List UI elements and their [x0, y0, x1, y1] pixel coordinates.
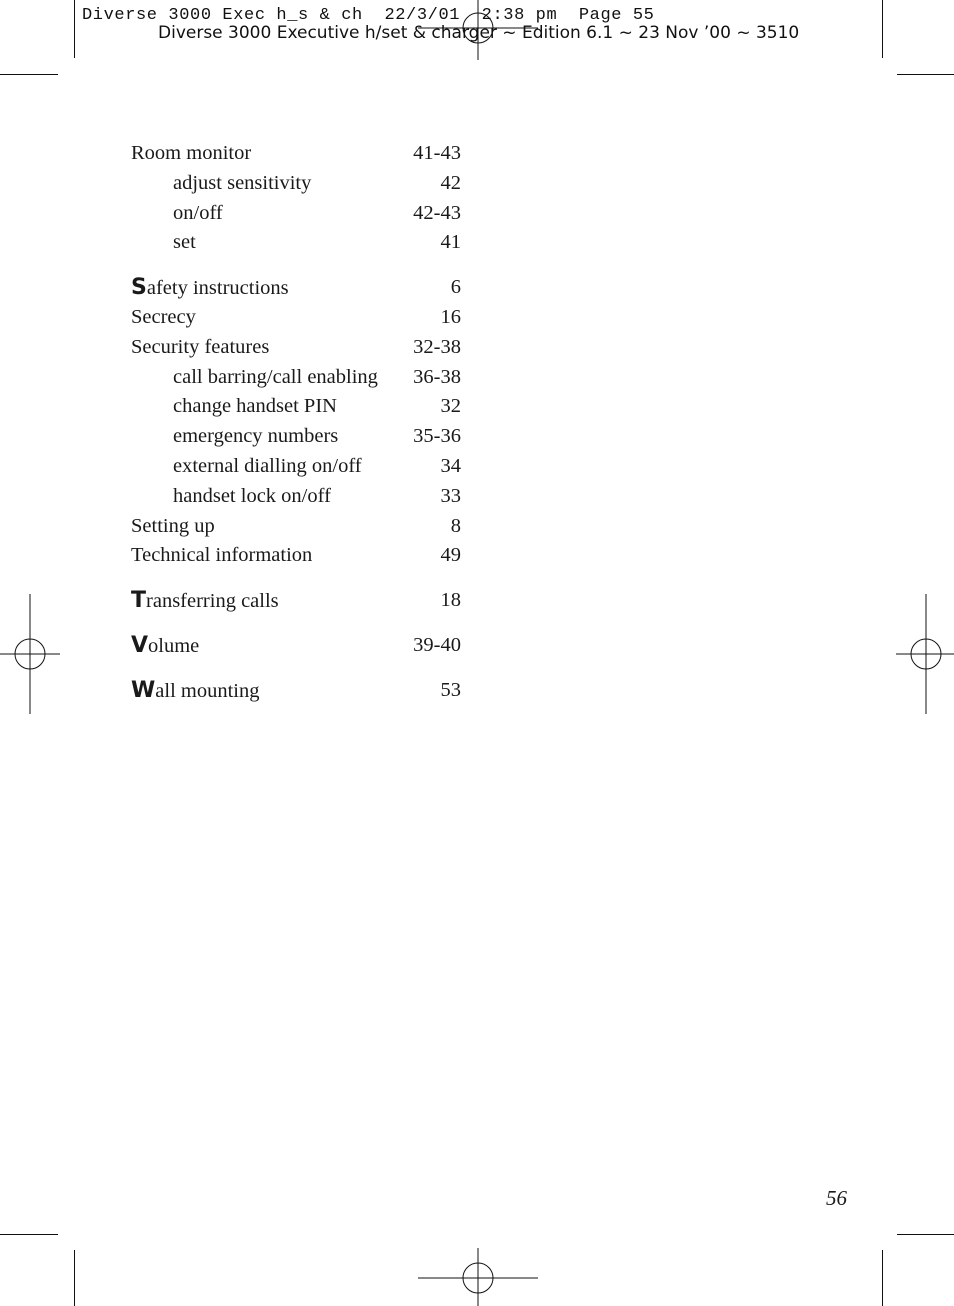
index-term-text: Security features — [131, 335, 270, 358]
index-term-text: handset lock on/off — [173, 484, 331, 507]
index-term-text: set — [173, 231, 196, 254]
index-subentry — [131, 199, 461, 229]
index-page-ref: 18 — [440, 589, 461, 612]
index-page-ref: 32 — [440, 395, 461, 418]
index-term-text: Secrecy — [131, 305, 196, 328]
index-term — [173, 199, 223, 229]
index-term-text: change handset PIN — [173, 395, 337, 418]
index-group-gap — [131, 571, 461, 586]
index-entry — [131, 512, 461, 542]
index-letter-initial: V — [131, 632, 149, 658]
index-group-gap — [131, 258, 461, 273]
index-term — [131, 586, 279, 617]
index-page-ref: 16 — [440, 305, 461, 328]
index-term-text: emergency numbers — [173, 425, 339, 448]
index-page-ref: 35-36 — [413, 425, 461, 448]
index-entry — [131, 273, 461, 303]
index-term-text: ransferring calls — [146, 590, 279, 613]
index-subentry — [131, 169, 461, 199]
index-page-ref: 6 — [450, 276, 461, 299]
index-page-ref: 39-40 — [413, 633, 461, 656]
index-page-ref: 42 — [440, 171, 461, 194]
index-term — [131, 512, 215, 542]
index-term — [131, 676, 259, 707]
index-page-ref: 34 — [440, 454, 461, 477]
index-entry — [131, 676, 461, 706]
page-number: 56 — [826, 1186, 847, 1210]
index-term-text: Setting up — [131, 514, 215, 537]
index-term — [173, 392, 337, 422]
index-group-gap — [131, 661, 461, 676]
index-term — [131, 631, 199, 662]
index-term-text: external dialling on/off — [173, 454, 362, 477]
index-entry — [131, 303, 461, 333]
index-term-text: Room monitor — [131, 142, 252, 164]
registration-mark-top-icon — [418, 0, 538, 60]
printer-slug-line-2: Diverse 3000 Executive h/set & charger ~ Edition 6.1 ~ 23 Nov ’00 ~ 3510 — [158, 23, 800, 43]
printer-slug-line-1: Diverse 3000 Exec h_s & ch 22/3/01 2:38 pm Page 55 — [82, 6, 655, 25]
index-term-text: Technical information — [131, 544, 313, 567]
index-page-ref: 41 — [440, 231, 461, 254]
index-term-text: afety instructions — [146, 277, 289, 300]
index-term — [131, 541, 312, 571]
index-term — [173, 363, 378, 393]
index-subentry — [131, 452, 461, 482]
index-page-ref: 33 — [440, 484, 461, 507]
index-term — [173, 452, 362, 482]
index-entry — [131, 631, 461, 661]
index-term-text: adjust sensitivity — [173, 171, 312, 194]
index-page-ref: 32-38 — [413, 335, 461, 358]
index-page-ref: 41-43 — [413, 142, 461, 164]
index-subentry — [131, 392, 461, 422]
index-term — [131, 273, 289, 304]
index-entry — [131, 139, 461, 169]
registration-mark-right-icon — [896, 594, 954, 714]
registration-mark-left-icon — [0, 594, 60, 714]
index-term-text: on/off — [173, 201, 223, 224]
index-letter-initial: S — [131, 275, 147, 301]
index-term — [173, 422, 338, 452]
index-page-ref: 36-38 — [413, 365, 461, 388]
index-page-ref: 8 — [450, 514, 461, 537]
index-page-ref: 49 — [440, 544, 461, 567]
index-entry — [131, 541, 461, 571]
index-term — [173, 228, 196, 258]
index-subentry — [131, 422, 461, 452]
index-group-gap — [131, 616, 461, 631]
index-subentry — [131, 482, 461, 512]
index-term-text: all mounting — [155, 679, 260, 702]
index-page-ref: 53 — [440, 678, 461, 701]
index-term — [173, 169, 311, 199]
index-letter-initial: T — [131, 588, 147, 614]
index-term-text: olume — [148, 634, 200, 657]
registration-mark-bottom-icon — [418, 1248, 538, 1306]
index-list — [131, 139, 461, 706]
index-subentry — [131, 228, 461, 258]
index-term-text: call barring/call enabling — [173, 365, 378, 388]
index-entry — [131, 586, 461, 616]
index-letter-initial: W — [131, 677, 156, 703]
index-entry — [131, 333, 461, 363]
index-term — [131, 303, 196, 333]
index-term — [173, 482, 331, 512]
index-page-ref: 42-43 — [413, 201, 461, 224]
index-subentry — [131, 363, 461, 393]
index-term — [131, 139, 251, 169]
index-term — [131, 333, 269, 363]
